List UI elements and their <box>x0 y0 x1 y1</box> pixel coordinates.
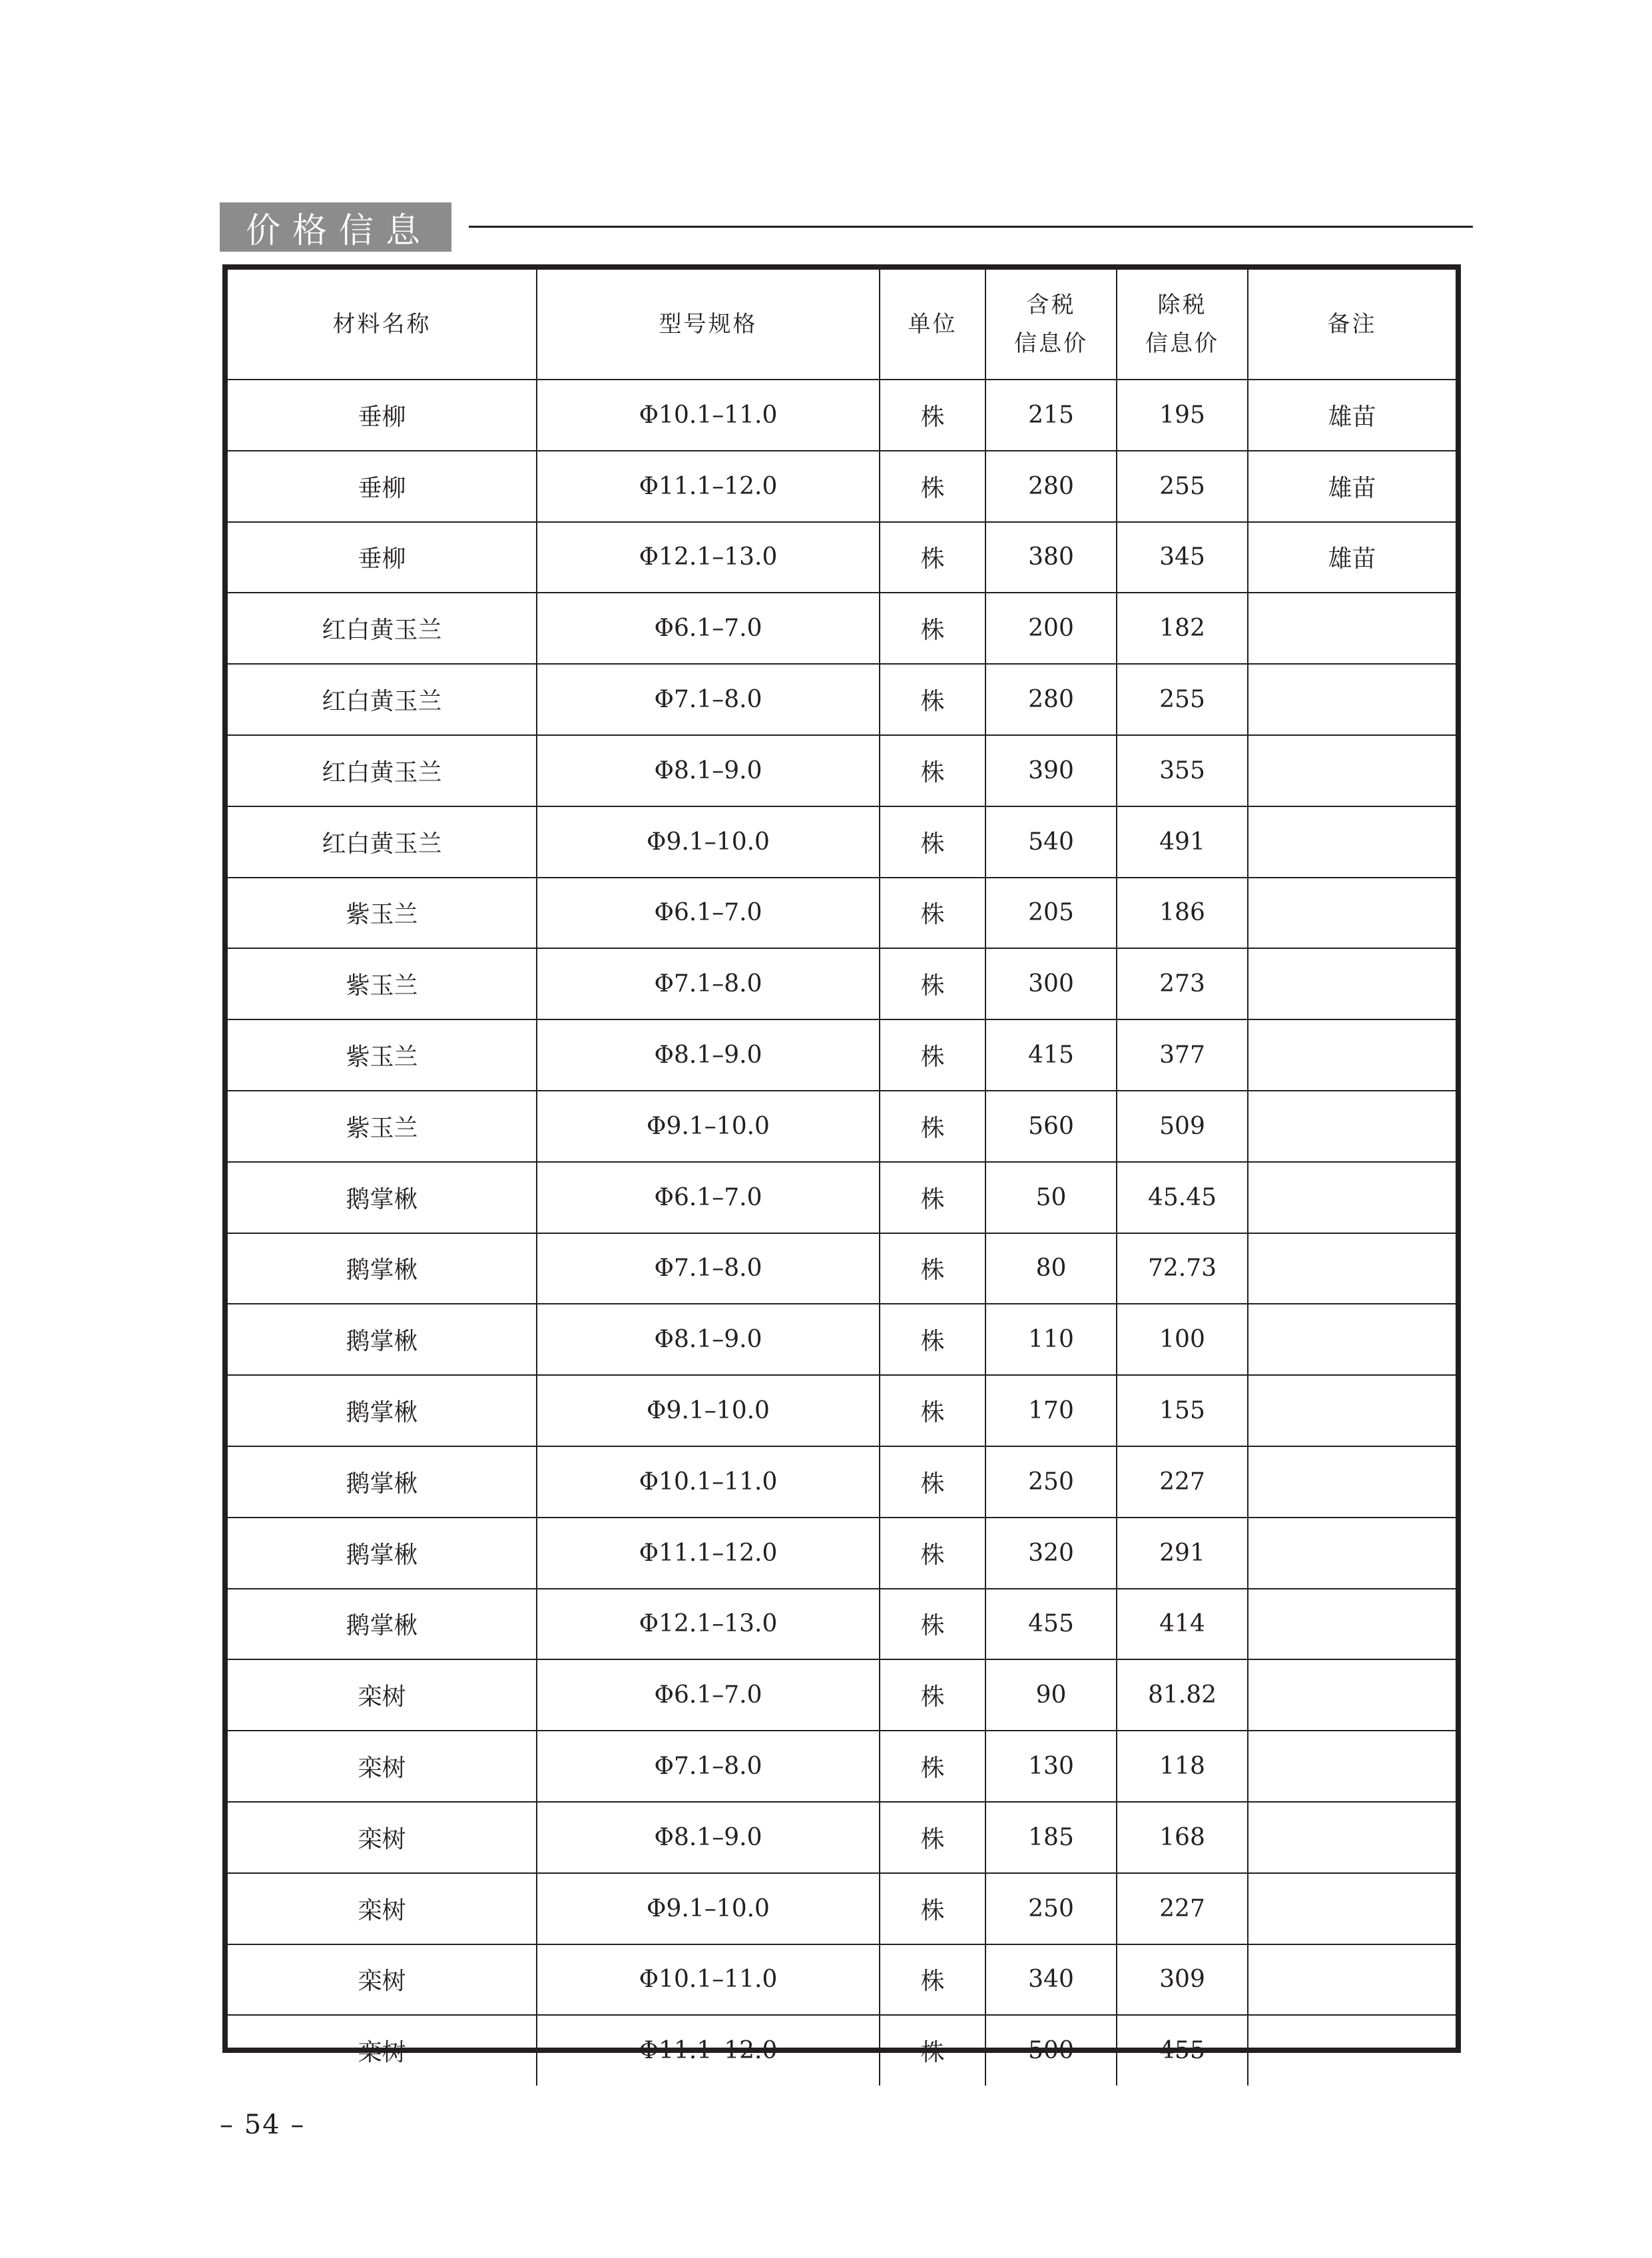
cell-material-name: 鹅掌楸 <box>228 1304 537 1375</box>
table-row <box>228 948 1456 1019</box>
table-row <box>228 664 1456 735</box>
table-row <box>228 2015 1456 2086</box>
header-price-without-tax-line2: 信息价 <box>1145 330 1219 357</box>
cell-material-name: 鹅掌楸 <box>228 1375 537 1446</box>
cell-unit: 株 <box>880 1659 985 1731</box>
cell-spec: Φ7.1–8.0 <box>537 664 880 735</box>
cell-note <box>1248 1375 1456 1446</box>
cell-price-with-tax: 280 <box>985 664 1117 735</box>
cell-material-name: 紫玉兰 <box>228 948 537 1019</box>
cell-unit: 株 <box>880 1091 985 1162</box>
header-price-without-tax <box>1117 270 1248 380</box>
cell-note <box>1248 1162 1456 1233</box>
cell-material-name: 栾树 <box>228 1731 537 1802</box>
cell-unit: 株 <box>880 1873 985 1944</box>
cell-material-name: 垂柳 <box>228 522 537 593</box>
table-row <box>228 735 1456 806</box>
cell-note <box>1248 806 1456 878</box>
cell-price-with-tax: 415 <box>985 1019 1117 1091</box>
cell-material-name: 栾树 <box>228 1802 537 1873</box>
cell-price-without-tax: 309 <box>1117 1944 1248 2016</box>
cell-price-without-tax: 491 <box>1117 806 1248 878</box>
cell-price-with-tax: 80 <box>985 1233 1117 1304</box>
header-material-name: 材料名称 <box>228 270 537 380</box>
cell-note <box>1248 1233 1456 1304</box>
cell-note <box>1248 1446 1456 1518</box>
cell-spec: Φ7.1–8.0 <box>537 948 880 1019</box>
price-table <box>228 270 1456 2086</box>
cell-spec: Φ9.1–10.0 <box>537 1091 880 1162</box>
cell-unit: 株 <box>880 1446 985 1518</box>
cell-price-without-tax: 227 <box>1117 1873 1248 1944</box>
table-row <box>228 1659 1456 1731</box>
cell-unit: 株 <box>880 1019 985 1091</box>
cell-material-name: 栾树 <box>228 1873 537 1944</box>
cell-unit: 株 <box>880 451 985 522</box>
cell-unit: 株 <box>880 1375 985 1446</box>
table-row <box>228 878 1456 949</box>
cell-spec: Φ12.1–13.0 <box>537 522 880 593</box>
cell-price-with-tax: 320 <box>985 1518 1117 1589</box>
cell-price-with-tax: 50 <box>985 1162 1117 1233</box>
cell-unit: 株 <box>880 1518 985 1589</box>
cell-unit: 株 <box>880 1233 985 1304</box>
cell-spec: Φ9.1–10.0 <box>537 806 880 878</box>
table-row <box>228 593 1456 664</box>
cell-price-with-tax: 455 <box>985 1589 1117 1660</box>
table-row <box>228 451 1456 522</box>
cell-note <box>1248 1518 1456 1589</box>
cell-price-with-tax: 205 <box>985 878 1117 949</box>
cell-unit: 株 <box>880 380 985 451</box>
table-row <box>228 1944 1456 2016</box>
table-row <box>228 1233 1456 1304</box>
cell-note <box>1248 2015 1456 2086</box>
cell-spec: Φ8.1–9.0 <box>537 1304 880 1375</box>
cell-price-without-tax: 81.82 <box>1117 1659 1248 1731</box>
cell-spec: Φ12.1–13.0 <box>537 1589 880 1660</box>
cell-material-name: 红白黄玉兰 <box>228 806 537 878</box>
table-row <box>228 1518 1456 1589</box>
cell-unit: 株 <box>880 735 985 806</box>
cell-price-without-tax: 355 <box>1117 735 1248 806</box>
cell-material-name: 红白黄玉兰 <box>228 593 537 664</box>
cell-note <box>1248 1802 1456 1873</box>
cell-price-without-tax: 100 <box>1117 1304 1248 1375</box>
cell-price-with-tax: 540 <box>985 806 1117 878</box>
cell-spec: Φ10.1–11.0 <box>537 380 880 451</box>
table-row <box>228 1162 1456 1233</box>
cell-price-with-tax: 130 <box>985 1731 1117 1802</box>
cell-unit: 株 <box>880 806 985 878</box>
cell-material-name: 紫玉兰 <box>228 1091 537 1162</box>
cell-material-name: 栾树 <box>228 1944 537 2016</box>
cell-spec: Φ8.1–9.0 <box>537 1019 880 1091</box>
cell-price-without-tax: 255 <box>1117 664 1248 735</box>
header-unit: 单位 <box>880 270 985 380</box>
table-row <box>228 1802 1456 1873</box>
cell-note <box>1248 1944 1456 2016</box>
cell-unit: 株 <box>880 1589 985 1660</box>
cell-note <box>1248 1019 1456 1091</box>
header-divider <box>469 226 1473 228</box>
header-spec: 型号规格 <box>537 270 880 380</box>
cell-material-name: 垂柳 <box>228 380 537 451</box>
cell-note: 雄苗 <box>1248 522 1456 593</box>
cell-price-with-tax: 280 <box>985 451 1117 522</box>
cell-spec: Φ11.1–12.0 <box>537 451 880 522</box>
cell-price-with-tax: 170 <box>985 1375 1117 1446</box>
cell-note <box>1248 1304 1456 1375</box>
cell-price-without-tax: 72.73 <box>1117 1233 1248 1304</box>
cell-price-with-tax: 200 <box>985 593 1117 664</box>
cell-material-name: 鹅掌楸 <box>228 1589 537 1660</box>
cell-spec: Φ11.1–12.0 <box>537 1518 880 1589</box>
cell-price-without-tax: 345 <box>1117 522 1248 593</box>
cell-note <box>1248 593 1456 664</box>
header-price-without-tax-line1: 除税 <box>1157 292 1207 318</box>
table-row <box>228 1731 1456 1802</box>
cell-price-without-tax: 509 <box>1117 1091 1248 1162</box>
cell-price-with-tax: 560 <box>985 1091 1117 1162</box>
cell-price-without-tax: 186 <box>1117 878 1248 949</box>
cell-spec: Φ7.1–8.0 <box>537 1233 880 1304</box>
cell-unit: 株 <box>880 664 985 735</box>
cell-price-with-tax: 380 <box>985 522 1117 593</box>
cell-unit: 株 <box>880 1731 985 1802</box>
cell-price-without-tax: 414 <box>1117 1589 1248 1660</box>
cell-price-without-tax: 255 <box>1117 451 1248 522</box>
cell-price-with-tax: 90 <box>985 1659 1117 1731</box>
cell-material-name: 紫玉兰 <box>228 1019 537 1091</box>
cell-price-with-tax: 340 <box>985 1944 1117 2016</box>
cell-note <box>1248 1589 1456 1660</box>
cell-note <box>1248 878 1456 949</box>
cell-note <box>1248 664 1456 735</box>
cell-spec: Φ7.1–8.0 <box>537 1731 880 1802</box>
cell-spec: Φ6.1–7.0 <box>537 1162 880 1233</box>
cell-material-name: 鹅掌楸 <box>228 1518 537 1589</box>
cell-price-without-tax: 168 <box>1117 1802 1248 1873</box>
cell-unit: 株 <box>880 1304 985 1375</box>
table-row <box>228 380 1456 451</box>
table-row <box>228 1375 1456 1446</box>
cell-material-name: 红白黄玉兰 <box>228 664 537 735</box>
cell-price-with-tax: 390 <box>985 735 1117 806</box>
cell-price-without-tax: 155 <box>1117 1375 1248 1446</box>
cell-price-with-tax: 110 <box>985 1304 1117 1375</box>
cell-spec: Φ8.1–9.0 <box>537 735 880 806</box>
cell-price-without-tax: 227 <box>1117 1446 1248 1518</box>
table-row <box>228 1873 1456 1944</box>
section-title: 价格信息 <box>220 202 451 252</box>
cell-price-without-tax: 291 <box>1117 1518 1248 1589</box>
cell-price-without-tax: 455 <box>1117 2015 1248 2086</box>
cell-spec: Φ6.1–7.0 <box>537 878 880 949</box>
cell-spec: Φ6.1–7.0 <box>537 1659 880 1731</box>
cell-price-without-tax: 45.45 <box>1117 1162 1248 1233</box>
cell-note <box>1248 1873 1456 1944</box>
cell-unit: 株 <box>880 2015 985 2086</box>
cell-material-name: 鹅掌楸 <box>228 1233 537 1304</box>
cell-spec: Φ8.1–9.0 <box>537 1802 880 1873</box>
cell-unit: 株 <box>880 593 985 664</box>
cell-material-name: 栾树 <box>228 1659 537 1731</box>
cell-note <box>1248 1659 1456 1731</box>
cell-spec: Φ6.1–7.0 <box>537 593 880 664</box>
cell-price-with-tax: 215 <box>985 380 1117 451</box>
price-table-frame <box>222 264 1461 2067</box>
cell-price-with-tax: 500 <box>985 2015 1117 2086</box>
cell-unit: 株 <box>880 1944 985 2016</box>
table-row <box>228 1446 1456 1518</box>
cell-price-with-tax: 250 <box>985 1446 1117 1518</box>
cell-material-name: 红白黄玉兰 <box>228 735 537 806</box>
cell-spec: Φ9.1–10.0 <box>537 1873 880 1944</box>
table-row <box>228 806 1456 878</box>
cell-material-name: 鹅掌楸 <box>228 1446 537 1518</box>
cell-spec: Φ10.1–11.0 <box>537 1446 880 1518</box>
table-row <box>228 1019 1456 1091</box>
table-header-row <box>228 270 1456 380</box>
cell-material-name: 垂柳 <box>228 451 537 522</box>
table-row <box>228 1589 1456 1660</box>
header-price-with-tax-line1: 含税 <box>1026 292 1076 318</box>
cell-price-with-tax: 300 <box>985 948 1117 1019</box>
cell-note: 雄苗 <box>1248 451 1456 522</box>
cell-price-with-tax: 185 <box>985 1802 1117 1873</box>
cell-price-without-tax: 273 <box>1117 948 1248 1019</box>
header-note: 备注 <box>1248 270 1456 380</box>
cell-note: 雄苗 <box>1248 380 1456 451</box>
table-row <box>228 1091 1456 1162</box>
table-row <box>228 1304 1456 1375</box>
cell-note <box>1248 1731 1456 1802</box>
cell-material-name: 紫玉兰 <box>228 878 537 949</box>
cell-price-without-tax: 195 <box>1117 380 1248 451</box>
cell-unit: 株 <box>880 1802 985 1873</box>
cell-unit: 株 <box>880 948 985 1019</box>
cell-unit: 株 <box>880 1162 985 1233</box>
table-row <box>228 522 1456 593</box>
cell-spec: Φ10.1–11.0 <box>537 1944 880 2016</box>
cell-unit: 株 <box>880 878 985 949</box>
cell-price-with-tax: 250 <box>985 1873 1117 1944</box>
cell-price-without-tax: 118 <box>1117 1731 1248 1802</box>
cell-note <box>1248 1091 1456 1162</box>
cell-spec: Φ9.1–10.0 <box>537 1375 880 1446</box>
cell-spec: Φ11.1–12.0 <box>537 2015 880 2086</box>
cell-note <box>1248 948 1456 1019</box>
cell-price-without-tax: 182 <box>1117 593 1248 664</box>
cell-material-name: 栾树 <box>228 2015 537 2086</box>
cell-material-name: 鹅掌楸 <box>228 1162 537 1233</box>
cell-unit: 株 <box>880 522 985 593</box>
cell-price-without-tax: 377 <box>1117 1019 1248 1091</box>
header-price-with-tax-line2: 信息价 <box>1014 330 1088 357</box>
page-number: – 54 – <box>220 2110 306 2140</box>
cell-note <box>1248 735 1456 806</box>
header-price-with-tax <box>985 270 1117 380</box>
